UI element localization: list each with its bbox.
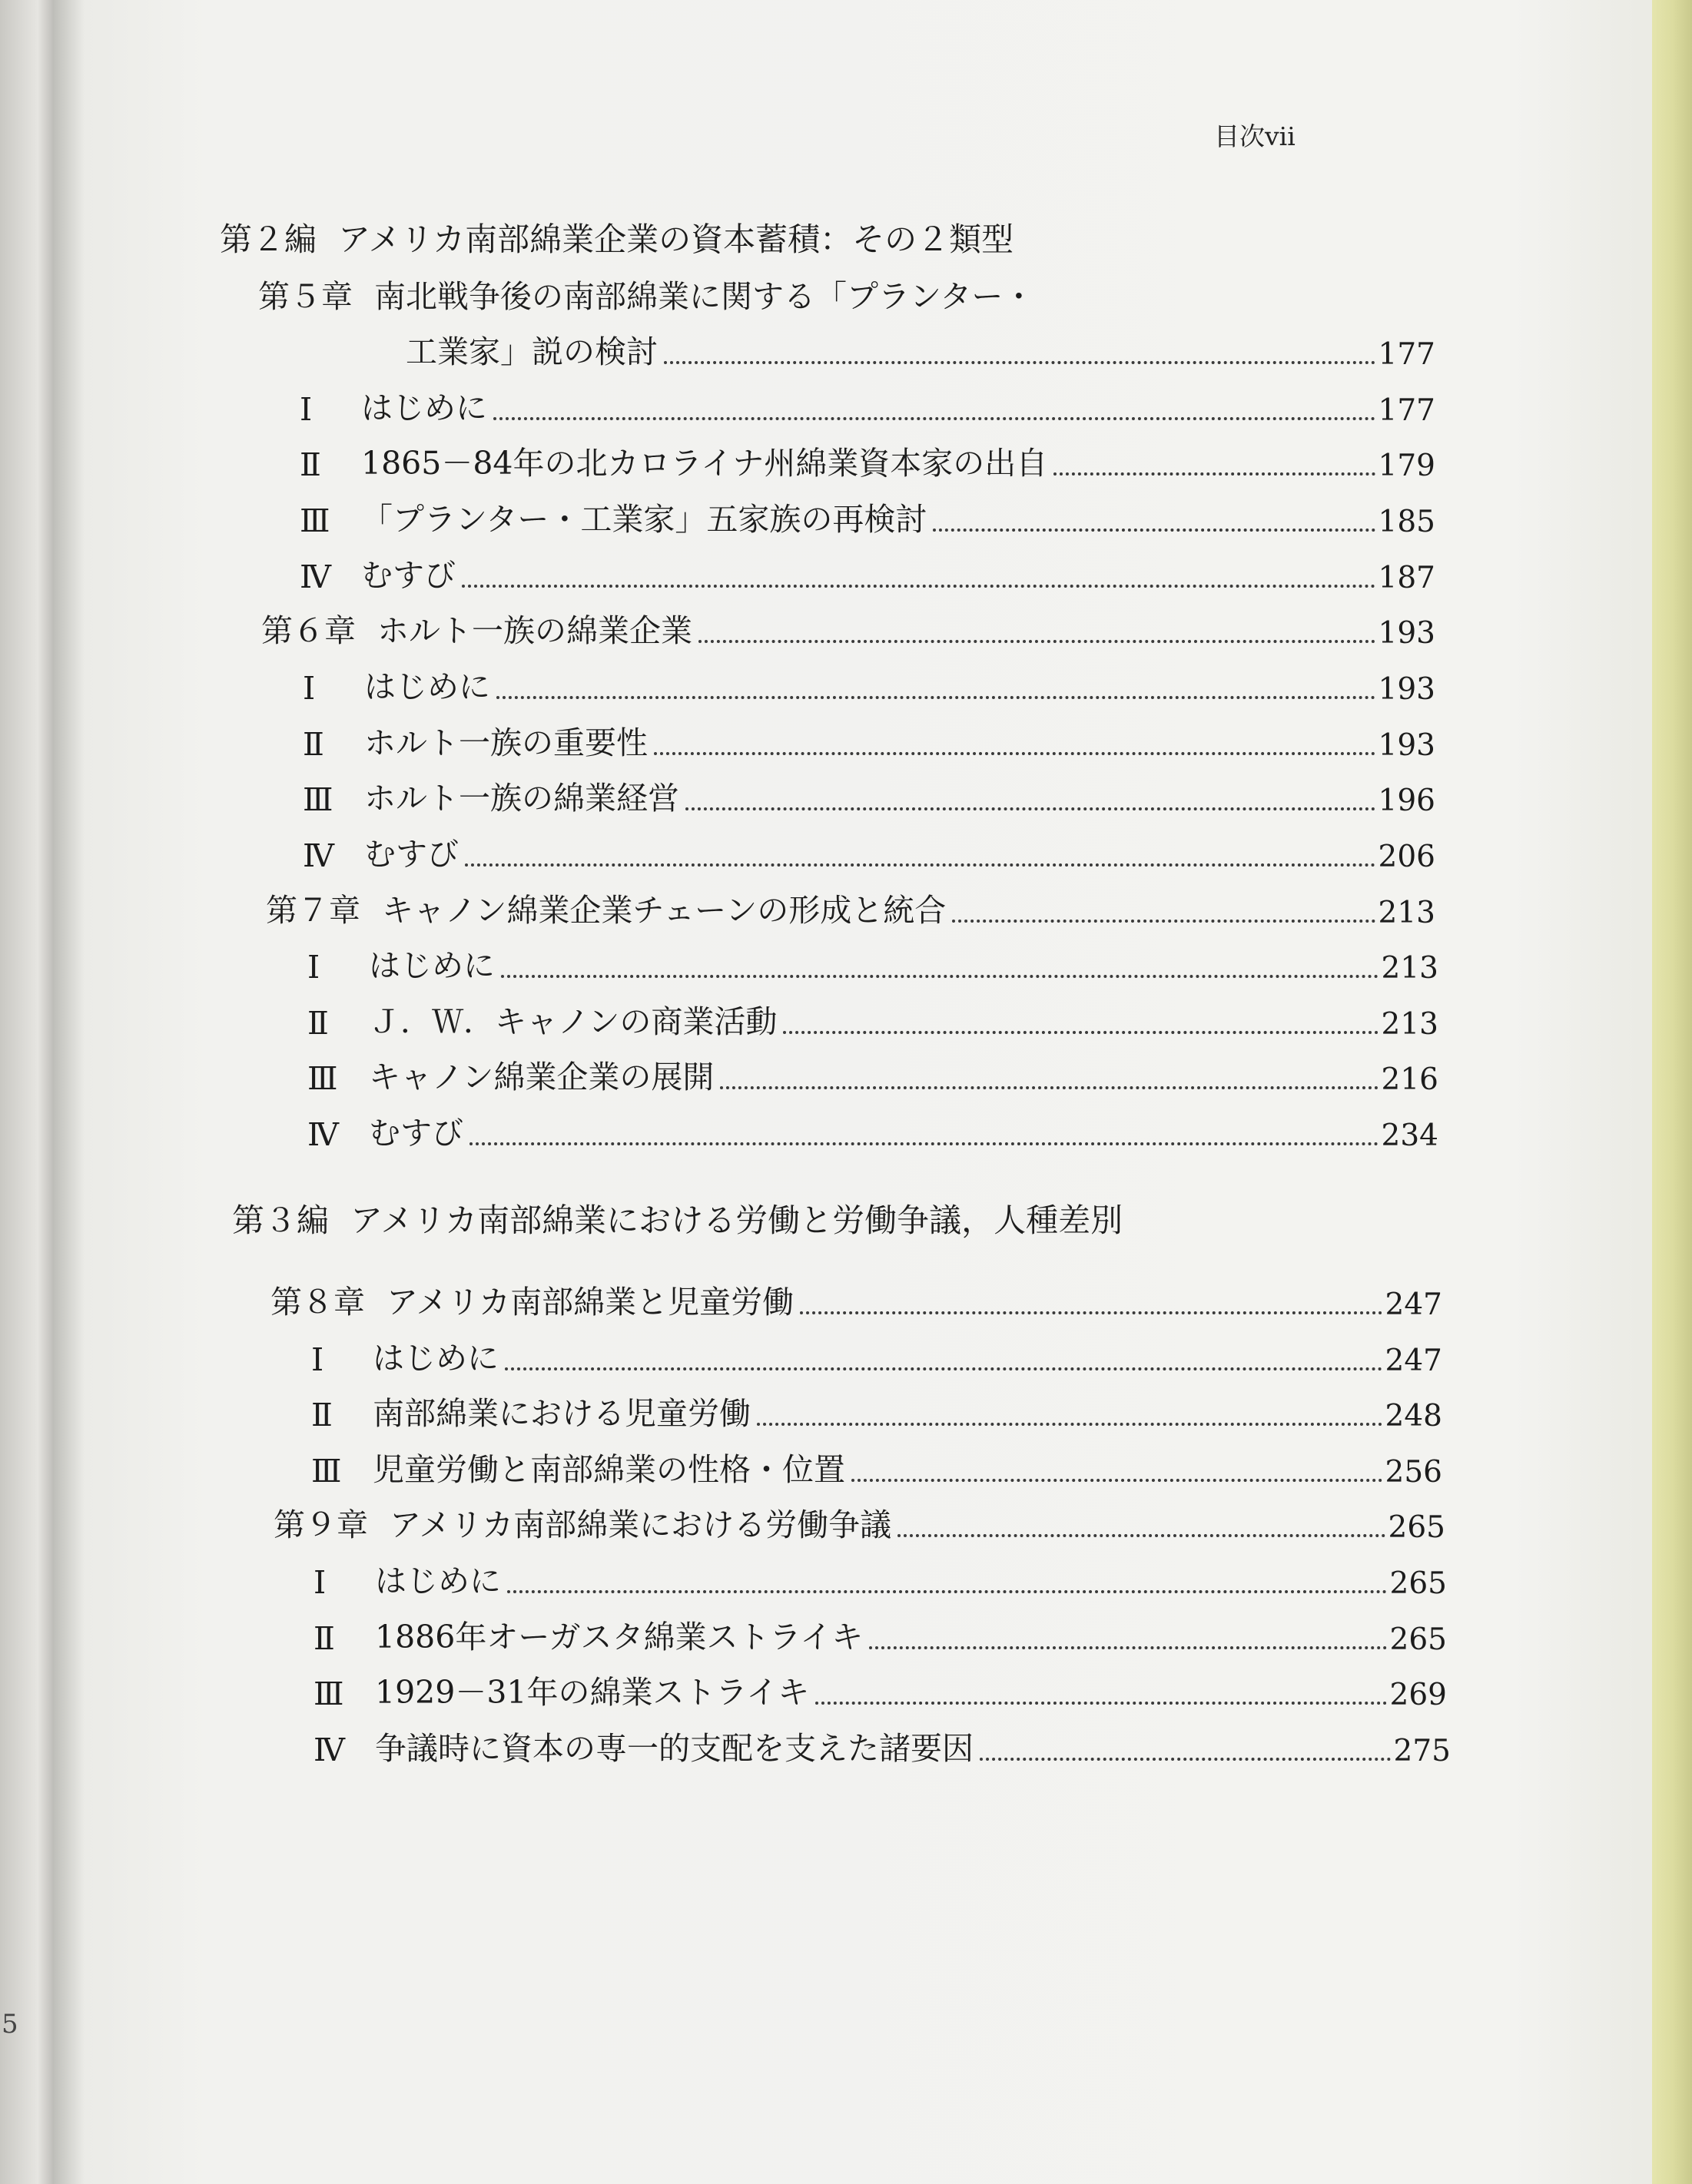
section-number: Ⅳ — [307, 1116, 339, 1153]
section-number: Ⅰ — [303, 670, 316, 707]
section-number: Ⅲ — [307, 1060, 338, 1097]
section-number: Ⅱ — [307, 1005, 329, 1042]
section-number: Ⅳ — [300, 558, 331, 595]
section-page-number: 247 — [1385, 1344, 1442, 1378]
section-page-number: 275 — [1393, 1734, 1451, 1768]
dot-leader — [654, 752, 1375, 755]
chapter-heading — [261, 608, 1435, 651]
dot-leader — [1053, 472, 1375, 476]
dot-leader — [507, 1590, 1387, 1593]
section-page-number: 269 — [1389, 1678, 1447, 1712]
chapter-page-number: 265 — [1388, 1510, 1445, 1545]
section-number: Ⅱ — [300, 446, 321, 483]
section-entry — [314, 1614, 1447, 1657]
dot-leader — [465, 863, 1375, 867]
section-title: 1865－84年の北カロライナ州綿業資本家の出自 — [361, 445, 1048, 482]
header-page-number: vii — [1265, 121, 1296, 151]
part-title: アメリカ南部綿業における労働と労働争議，人種差別 — [350, 1201, 1123, 1239]
section-number: Ⅳ — [314, 1732, 345, 1768]
facing-page-number-fragment: 5 — [2, 2009, 18, 2040]
section-number: Ⅲ — [311, 1453, 342, 1490]
header-section-title-2: 次 — [1239, 121, 1265, 151]
section-entry — [311, 1390, 1442, 1433]
section-entry — [311, 1335, 1442, 1378]
chapter-heading — [270, 1279, 1442, 1322]
section-page-number: 179 — [1378, 449, 1435, 483]
section-number: Ⅰ — [314, 1564, 327, 1601]
section-page-number: 193 — [1378, 728, 1435, 763]
chapter-page-number: 193 — [1378, 616, 1435, 651]
section-title: はじめに — [369, 947, 495, 984]
section-entry — [303, 664, 1435, 707]
section-title: 「プランター・工業家」五家族の再検討 — [361, 501, 927, 538]
section-title: 1929－31年の綿業ストライキ — [375, 1674, 810, 1711]
chapter-title: キャノン綿業企業チェーンの形成と統合 — [382, 892, 947, 929]
chapter-heading-continued — [406, 329, 1435, 372]
part-label: 第２編 — [220, 220, 317, 258]
dot-leader — [869, 1646, 1386, 1649]
chapter-title: アメリカ南部綿業と児童労働 — [387, 1284, 795, 1321]
section-entry — [300, 385, 1435, 428]
section-page-number: 196 — [1378, 784, 1435, 818]
chapter-page-number: 177 — [1378, 337, 1435, 372]
dot-leader — [897, 1534, 1385, 1537]
section-title: 1886年オーガスタ綿業ストライキ — [375, 1619, 864, 1655]
section-page-number: 213 — [1381, 1007, 1438, 1042]
section-number: Ⅲ — [300, 502, 330, 539]
chapter-page-number: 247 — [1385, 1288, 1442, 1322]
section-page-number: 187 — [1378, 561, 1435, 595]
dot-leader — [800, 1311, 1382, 1314]
section-entry — [303, 720, 1435, 763]
section-title: はじめに — [364, 668, 490, 705]
section-title: むすび — [361, 557, 456, 594]
section-entry — [303, 831, 1435, 874]
section-title: Ｊ．Ｗ．キャノンの商業活動 — [369, 1003, 778, 1040]
chapter-label: 第８章 — [270, 1284, 365, 1321]
dot-leader — [501, 975, 1378, 978]
section-number: Ⅱ — [314, 1620, 335, 1657]
section-title: はじめに — [375, 1563, 501, 1599]
chapter-title: 工業家」説の検討 — [406, 333, 658, 370]
section-number: Ⅰ — [307, 949, 320, 986]
dot-leader — [783, 1031, 1378, 1034]
section-page-number: 185 — [1378, 505, 1435, 539]
section-entry — [311, 1447, 1442, 1490]
section-title: キャノン綿業企業の展開 — [369, 1059, 715, 1095]
section-page-number: 193 — [1378, 672, 1435, 707]
section-entry — [307, 943, 1438, 986]
dot-leader — [505, 1367, 1382, 1370]
section-number: Ⅳ — [303, 837, 334, 874]
chapter-label: 第５章 — [258, 278, 353, 315]
dot-leader — [815, 1702, 1386, 1705]
section-entry — [314, 1669, 1447, 1712]
chapter-page-number: 213 — [1378, 896, 1435, 930]
section-entry — [300, 552, 1435, 595]
chapter-heading — [266, 887, 1435, 930]
section-page-number: 234 — [1381, 1119, 1438, 1153]
part-heading — [220, 217, 1219, 260]
dot-leader — [851, 1479, 1382, 1482]
section-number: Ⅲ — [303, 781, 333, 818]
section-title: ホルト一族の重要性 — [364, 724, 648, 761]
chapter-heading — [274, 1502, 1445, 1545]
section-entry — [314, 1725, 1451, 1768]
chapter-title: ホルト一族の綿業企業 — [377, 612, 692, 649]
section-entry — [314, 1558, 1447, 1601]
section-number: Ⅱ — [311, 1397, 333, 1433]
dot-leader — [952, 920, 1375, 923]
section-title: はじめに — [373, 1340, 499, 1377]
section-number: Ⅰ — [300, 391, 313, 428]
section-entry — [303, 775, 1435, 818]
section-entry — [300, 440, 1435, 483]
section-entry — [300, 496, 1435, 539]
chapter-label: 第７章 — [266, 892, 360, 929]
part-title: アメリカ南部綿業企業の資本蓄積：その２類型 — [338, 220, 1014, 258]
chapter-label: 第６章 — [261, 612, 356, 649]
dot-leader — [757, 1423, 1382, 1426]
dot-leader — [493, 417, 1375, 420]
chapter-heading — [258, 273, 1257, 316]
section-number: Ⅰ — [311, 1341, 324, 1378]
part-heading — [232, 1198, 1385, 1241]
section-title: 児童労働と南部綿業の性格・位置 — [373, 1451, 845, 1488]
dot-leader — [664, 361, 1375, 364]
section-page-number: 265 — [1389, 1566, 1447, 1601]
section-page-number: 248 — [1385, 1399, 1442, 1433]
section-title: むすび — [364, 836, 459, 873]
chapter-label: 第９章 — [274, 1506, 368, 1543]
section-title: 争議時に資本の専一的支配を支えた諸要因 — [375, 1730, 974, 1767]
section-page-number: 216 — [1381, 1062, 1438, 1097]
dot-leader — [496, 696, 1375, 699]
section-page-number: 177 — [1378, 393, 1435, 428]
dot-leader — [685, 807, 1375, 810]
chapter-title: アメリカ南部綿業における労働争議 — [390, 1506, 892, 1543]
dot-leader — [462, 585, 1375, 588]
section-entry — [307, 999, 1438, 1042]
section-title: むすび — [369, 1115, 463, 1152]
section-page-number: 265 — [1389, 1622, 1447, 1657]
dot-leader — [720, 1086, 1378, 1089]
section-title: ホルト一族の綿業経営 — [364, 780, 679, 817]
dot-leader — [933, 529, 1375, 532]
section-number: Ⅲ — [314, 1675, 344, 1712]
chapter-title: 南北戦争後の南部綿業に関する「プランター・ — [374, 278, 1035, 315]
dot-leader — [698, 640, 1375, 643]
section-page-number: 206 — [1378, 840, 1435, 874]
dot-leader — [469, 1142, 1378, 1145]
section-entry — [307, 1054, 1438, 1097]
section-number: Ⅱ — [303, 726, 324, 763]
part-label: 第３編 — [232, 1201, 330, 1239]
section-title: 南部綿業における児童労働 — [373, 1395, 751, 1432]
section-entry — [307, 1110, 1438, 1153]
header-section-title: 目 — [1214, 121, 1239, 151]
section-page-number: 213 — [1381, 951, 1438, 986]
section-page-number: 256 — [1385, 1455, 1442, 1490]
dot-leader — [980, 1758, 1391, 1761]
section-title: はじめに — [361, 389, 487, 426]
